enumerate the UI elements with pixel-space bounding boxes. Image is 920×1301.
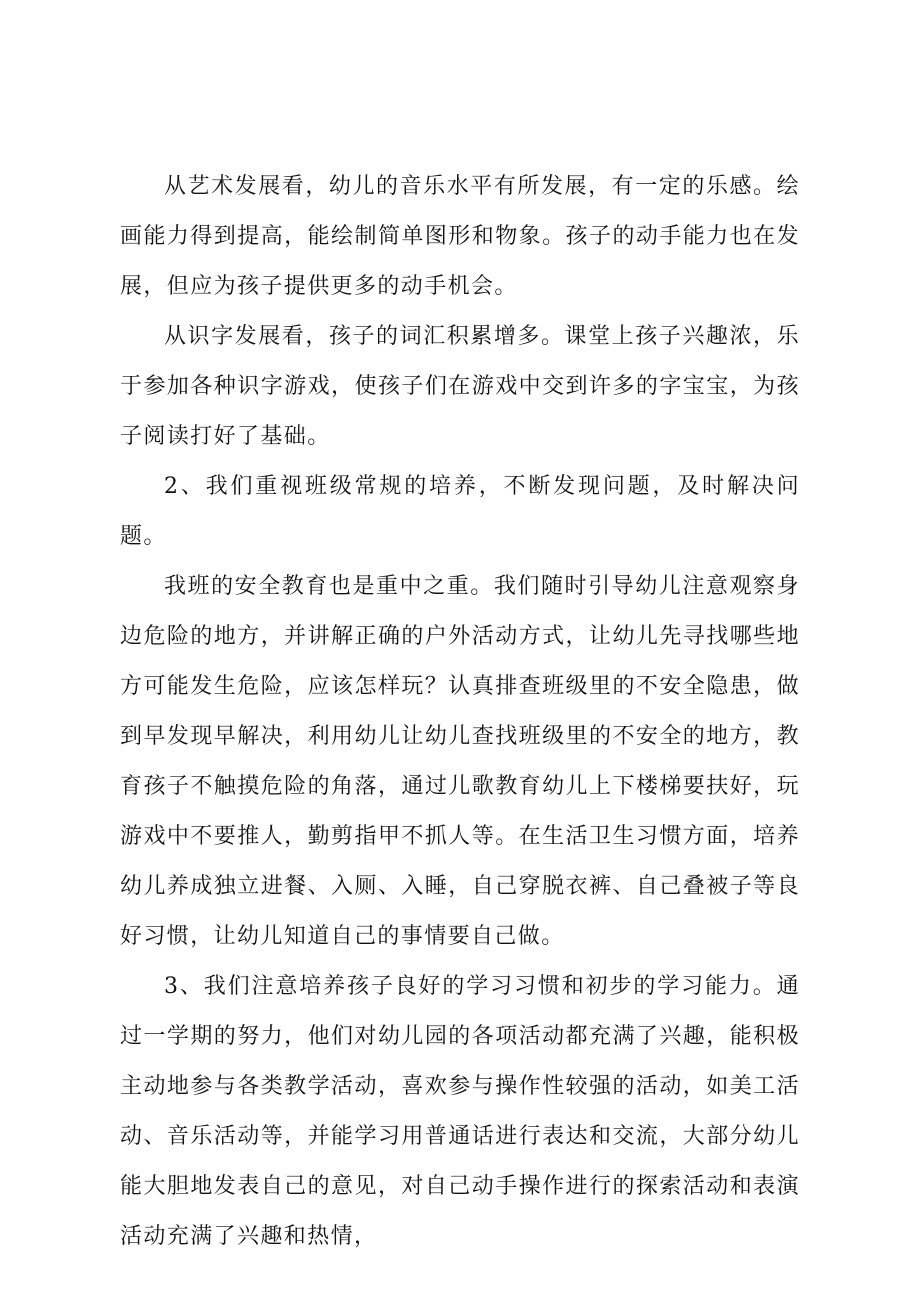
paragraph-safety-education: 我班的安全教育也是重中之重。我们随时引导幼儿注意观察身边危险的地方，并讲解正确的户外活动方式，让幼儿先寻找哪些地方可能发生危险，应该怎样玩？认真排查班级里的不安全隐患，做到早发现早解决，利用幼儿让幼儿查找班级里的不安全的地方，教育孩子不触摸危险的角落，通过儿歌教育幼儿上下楼梯要扶好，玩游戏中不要推人，勤剪指甲不抓人等。在生活卫生习惯方面，培养幼儿养成独立进餐、入厕、入睡，自己穿脱衣裤、自己叠被子等良好习惯，让幼儿知道自己的事情要自己做。 xyxy=(120,574,800,949)
paragraph-learning-habits: 3、我们注意培养孩子良好的学习习惯和初步的学习能力。通过一学期的努力，他们对幼儿园的各项活动都充满了兴趣，能积极主动地参与各类教学活动，喜欢参与操作性较强的活动，如美工活动、音乐活动等，并能学习用普通话进行表达和交流，大部分幼儿能大胆地发表自己的意见，对自己动手操作进行的探索活动和表演活动充满了兴趣和热情， xyxy=(120,974,800,1249)
paragraph-literacy-development: 从识字发展看，孩子的词汇积累增多。课堂上孩子兴趣浓，乐于参加各种识字游戏，使孩子们在游戏中交到许多的字宝宝，为孩子阅读打好了基础。 xyxy=(120,324,800,449)
document-body xyxy=(120,162,800,1262)
paragraph-art-development: 从艺术发展看，幼儿的音乐水平有所发展，有一定的乐感。绘画能力得到提高，能绘制简单图形和物象。孩子的动手能力也在发展，但应为孩子提供更多的动手机会。 xyxy=(120,174,800,299)
paragraph-class-routine: 2、我们重视班级常规的培养，不断发现问题，及时解决问题。 xyxy=(120,474,800,549)
